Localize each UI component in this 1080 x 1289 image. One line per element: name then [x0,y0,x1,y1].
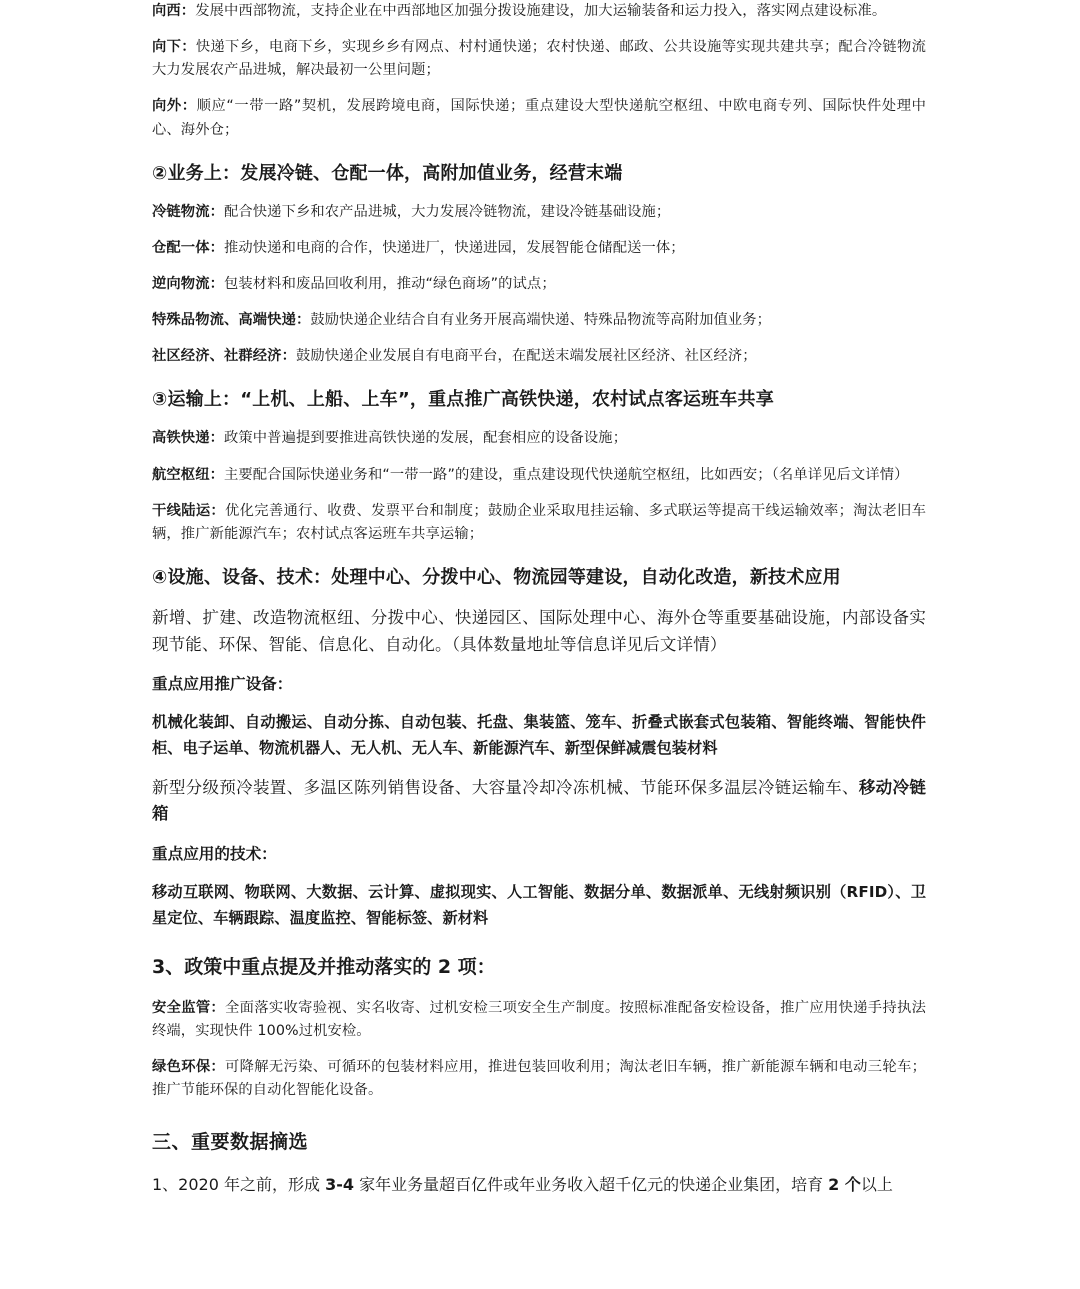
para-warehouse-delivery-text: 推动快递和电商的合作，快递进厂，快递进园，发展智能仓储配送一体； [223,239,685,256]
section-heading-three: 三、重要数据摘选 [152,1131,309,1154]
para-air-hub [152,464,926,487]
label-key-technology: 重点应用的技术： [152,844,277,863]
para-xiangxi [152,0,926,23]
para-safety-supervision-lead: 安全监管： [152,999,226,1016]
para-xiangxia-text: 快递下乡，电商下乡，实现乡乡有网点、村村通快递；农村快递、邮政、公共设施等实现共建共享；配合冷链物流大力发展农产品进城，解决最初一公里问题； [152,39,926,79]
para-community-economy [152,345,926,368]
para-warehouse-delivery [152,237,926,260]
para-high-speed-rail-text: 政策中普遍提到要推进高铁快递的发展，配套相应的设备设施； [223,430,628,447]
para-trunk-transport [152,500,926,546]
para-data-item-1-seg5: 以上 [860,1174,893,1194]
para-special-goods-lead: 特殊品物流、高端快递： [152,312,311,329]
para-reverse-logistics-text: 包装材料和废品回收利用，推动“绿色商场”的试点； [223,275,556,292]
para-high-speed-rail [152,427,926,450]
para-data-item-1-seg4-bold: 2 个 [828,1174,861,1194]
para-data-item-1 [152,1172,926,1198]
para-air-hub-text: 主要配合国际快递业务和“一带一路”的建设，重点建设现代快递航空枢纽，比如西安；（名单详见后文详情） [223,466,909,483]
para-infrastructure: 新增、扩建、改造物流枢纽、分拨中心、快递园区、国际处理中心、海外仓等重要基础设施，内部设备实现节能、环保、智能、信息化、自动化。（具体数量地址等信息详见后文详情） [152,607,926,654]
subhead-business: ②业务上：发展冷链、仓配一体，高附加值业务，经营末端 [152,162,623,184]
subhead-transport: ③运输上：“上机、上船、上车”，重点推广高铁快递，农村试点客运班车共享 [152,389,774,411]
para-cold-chain [152,201,926,224]
para-xiangxia [152,36,926,82]
para-xiangwai-lead: 向外： [152,98,197,115]
para-community-economy-lead: 社区经济、社群经济： [152,348,296,365]
list-equipment-1: 机械化装卸、自动搬运、自动分拣、自动包装、托盘、集装篮、笼车、折叠式嵌套式包装箱、智能终端、智能快件柜、电子运单、物流机器人、无人机、无人车、新能源汽车、新型保鲜减震包装材料 [152,713,926,758]
list-equipment-2-text-emphasis: 移动冷链箱 [152,777,926,824]
para-data-item-1-seg2-bold: 3-4 [325,1174,354,1194]
para-xiangxia-lead: 向下： [152,39,196,56]
para-xiangwai-text: 顺应“一带一路”契机，发展跨境电商，国际快递；重点建设大型快递航空枢纽、中欧电商专列、国际快件处理中心、海外仓； [152,98,926,138]
para-warehouse-delivery-lead: 仓配一体： [152,239,224,256]
para-data-item-1-seg3: 家年业务量超百亿件或年业务收入超千亿元的快递企业集团，培育 [353,1174,829,1194]
para-air-hub-lead: 航空枢纽： [152,466,224,483]
subhead-facilities: ④设施、设备、技术：处理中心、分拨中心、物流园等建设，自动化改造，新技术应用 [152,566,841,588]
para-trunk-transport-text: 优化完善通行、收费、发票平台和制度；鼓励企业采取甩挂运输、多式联运等提高干线运输效率；淘汰老旧车辆，推广新能源汽车；农村试点客运班车共享运输； [152,502,927,542]
para-xiangwai [152,95,926,141]
para-safety-supervision [152,997,926,1043]
para-xiangxi-text: 发展中西部物流，支持企业在中西部地区加强分拨设施建设，加大运输装备和运力投入，落实网点建设标准。 [195,3,887,19]
para-green-environment [152,1056,926,1102]
para-special-goods [152,309,926,332]
document-body [152,0,926,1197]
para-safety-supervision-text: 全面落实收寄验视、实名收寄、过机安检三项安全生产制度。按照标准配备安检设备，推广应用快递手持执法终端，实现快件 100%过机安检。 [152,999,927,1039]
para-reverse-logistics [152,273,926,296]
para-special-goods-text: 鼓励快递企业结合自有业务开展高端快递、特殊品物流等高附加值业务； [310,312,772,329]
para-reverse-logistics-lead: 逆向物流： [152,275,224,292]
label-key-equipment: 重点应用推广设备： [152,675,293,694]
para-xiangxi-lead: 向西： [152,3,196,19]
para-community-economy-text: 鼓励快递企业发展自有电商平台，在配送末端发展社区经济、社区经济； [295,348,757,365]
section-heading-3: 3、政策中重点提及并推动落实的 2 项： [152,956,496,979]
para-cold-chain-lead: 冷链物流： [152,203,224,220]
para-high-speed-rail-lead: 高铁快递： [152,430,224,447]
para-trunk-transport-lead: 干线陆运： [152,502,226,519]
para-green-environment-lead: 绿色环保： [152,1058,226,1075]
list-equipment-2 [152,775,926,828]
list-equipment-2-text: 新型分级预冷装置、多温区陈列销售设备、大容量冷却冷冻机械、节能环保多温层冷链运输车、 [152,777,859,797]
para-data-item-1-seg1: 1、2020 年之前，形成 [152,1174,326,1194]
list-technology: 移动互联网、物联网、大数据、云计算、虚拟现实、人工智能、数据分单、数据派单、无线射频识别（RFID）、卫星定位、车辆跟踪、温度监控、智能标签、新材料 [152,882,926,928]
para-cold-chain-text: 配合快递下乡和农产品进城，大力发展冷链物流，建设冷链基础设施； [223,203,671,220]
para-green-environment-text: 可降解无污染、可循环的包装材料应用，推进包装回收利用；淘汰老旧车辆，推广新能源车辆和电动三轮车；推广节能环保的自动化智能化设备。 [152,1058,927,1099]
